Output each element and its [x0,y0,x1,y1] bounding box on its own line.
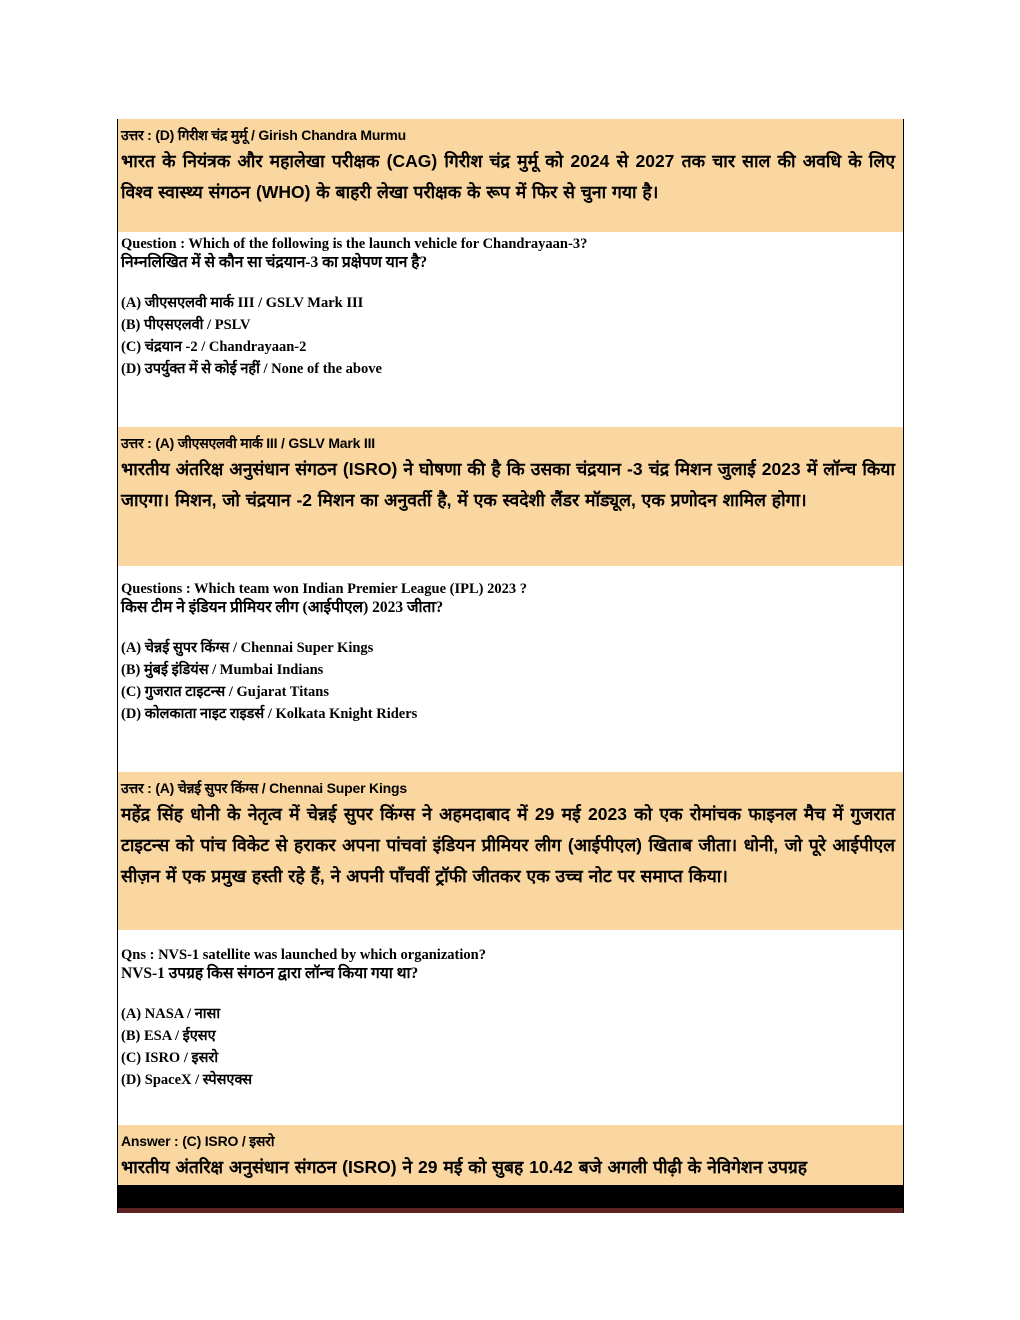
option-b: (B) पीएसएलवी / PSLV [121,317,251,333]
options-list [121,1003,895,1091]
answer-heading: उत्तर : (D) गिरीश चंद्र मुर्मू / Girish Chandra Murmu [121,127,407,143]
answer-heading: उत्तर : (A) चेन्नई सुपर किंग्स / Chennai Super Kings [121,780,407,796]
footer-black-band [118,1185,903,1208]
question-text-english: Question : Which of the following is the launch vehicle for Chandrayaan-3? [121,236,588,252]
options-list [121,292,895,380]
option-d: (D) उपर्युक्त में से कोई नहीं / None of the above [121,361,382,377]
option-a: (A) NASA / नासा [121,1006,221,1022]
question-text-hindi: NVS-1 उपग्रह किस संगठन द्वारा लॉन्च किया गया था? [121,965,419,982]
answer-block [118,772,903,930]
question-text-english: Questions : Which team won Indian Premier League (IPL) 2023 ? [121,581,528,597]
question-text-hindi: किस टीम ने इंडियन प्रीमियर लीग (आईपीएल) 2023 जीता? [121,599,444,616]
option-a: (A) जीएसएलवी मार्क III / GSLV Mark III [121,295,364,311]
footer-maroon-band [118,1208,903,1213]
answer-block [118,1125,903,1185]
option-d: (D) कोलकाता नाइट राइडर्स / Kolkata Knight Riders [121,706,418,722]
question-text-english: Qns : NVS-1 satellite was launched by which organization? [121,947,486,963]
answer-explanation: भारतीय अंतरिक्ष अनुसंधान संगठन (ISRO) ने घोषणा की है कि उसका चंद्रयान -3 चंद्र मिशन जुलाई 2023 में लॉन्च किया जाएगा। मिशन, जो चंद्रयान -2 मिशन का अनुवर्ती है, में एक स्वदेशी लैंडर मॉड्यूल, एक प्रणोदन शामिल होगा। [121,459,895,510]
answer-block [118,119,903,232]
option-d: (D) SpaceX / स्पेसएक्स [121,1072,253,1088]
question-block [118,566,903,772]
options-list [121,637,895,725]
answer-explanation: भारत के नियंत्रक और महालेखा परीक्षक (CAG) गिरीश चंद्र मुर्मू को 2024 से 2027 तक चार साल की अवधि के लिए विश्व स्वास्थ्य संगठन (WHO) के बाहरी लेखा परीक्षक के रूप में फिर से चुना गया है। [121,151,895,202]
option-c: (C) गुजरात टाइटन्स / Gujarat Titans [121,684,330,700]
answer-explanation: भारतीय अंतरिक्ष अनुसंधान संगठन (ISRO) ने 29 मई को सुबह 10.42 बजे अगली पीढ़ी के नेविगेशन उपग्रह [121,1157,808,1177]
question-text-hindi: निम्नलिखित में से कौन सा चंद्रयान-3 का प्रक्षेपण यान है? [121,254,428,271]
option-a: (A) चेन्नई सुपर किंग्स / Chennai Super Kings [121,640,374,656]
question-block [118,232,903,427]
option-c: (C) चंद्रयान -2 / Chandrayaan-2 [121,339,307,355]
answer-block [118,427,903,566]
option-b: (B) मुंबई इंडियंस / Mumbai Indians [121,662,324,678]
answer-heading: उत्तर : (A) जीएसएलवी मार्क III / GSLV Mark III [121,435,375,451]
option-c: (C) ISRO / इसरो [121,1050,219,1066]
quiz-document [117,119,904,1213]
option-b: (B) ESA / ईएसए [121,1028,216,1044]
answer-explanation: महेंद्र सिंह धोनी के नेतृत्व में चेन्नई सुपर किंग्स ने अहमदाबाद में 29 मई 2023 को एक रोमांचक फाइनल मैच में गुजरात टाइटन्स को पांच विकेट से हराकर अपना पांचवां इंडियन प्रीमियर लीग (आईपीएल) खिताब जीता। धोनी, जो पूरे आईपीएल सीज़न में एक प्रमुख हस्ती रहे हैं, ने अपनी पाँचवीं ट्रॉफी जीतकर एक उच्च नोट पर समाप्त किया। [121,804,895,886]
question-block [118,930,903,1125]
answer-heading: Answer : (C) ISRO / इसरो [121,1133,275,1149]
